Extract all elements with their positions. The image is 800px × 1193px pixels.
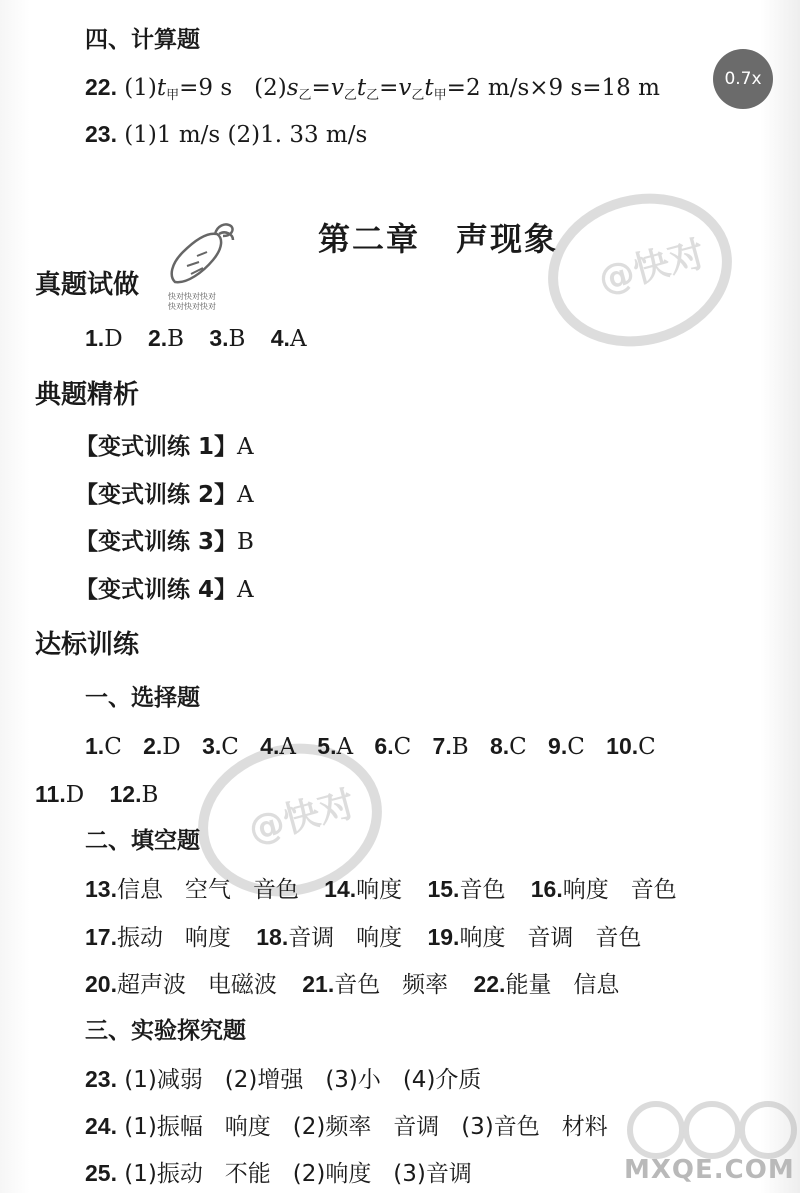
experiment-question-23 bbox=[85, 1064, 481, 1095]
answer-item bbox=[202, 734, 239, 760]
variable-t: t bbox=[156, 75, 167, 101]
question-number: 15. bbox=[427, 876, 460, 902]
answer-letter: A bbox=[336, 734, 354, 760]
logo-caption-line: 快对快对快对 bbox=[168, 302, 216, 311]
playback-speed-label: 0.7x bbox=[724, 69, 762, 89]
answer-letter: A bbox=[237, 482, 254, 508]
question-number: 13. bbox=[85, 876, 117, 902]
variable-v: v bbox=[330, 75, 344, 101]
answer-text: 超声波 电磁波 bbox=[116, 972, 277, 998]
question-number: 25. bbox=[85, 1160, 117, 1186]
chapter-name: 声现象 bbox=[456, 220, 559, 258]
question-number: 11. bbox=[35, 781, 66, 807]
choice-answers-row-1 bbox=[85, 731, 656, 762]
answer-item bbox=[427, 925, 641, 951]
logo-caption-line: 快对快对快对 bbox=[168, 292, 216, 301]
answer-item bbox=[548, 734, 585, 760]
logo-caption bbox=[168, 292, 216, 312]
answer-item bbox=[531, 877, 677, 903]
answer-item bbox=[256, 925, 402, 951]
question-number: 19. bbox=[427, 924, 460, 950]
answer-value: =2 m/s×9 s=18 m bbox=[446, 75, 660, 101]
answer-item bbox=[109, 782, 158, 808]
answer-item bbox=[85, 326, 123, 352]
section-heading-dianti: 典题精析 bbox=[35, 380, 140, 410]
answer-letter: B bbox=[228, 326, 246, 352]
answer-letter: D bbox=[162, 734, 181, 760]
question-number: 3. bbox=[202, 733, 222, 759]
question-number: 22. bbox=[473, 971, 506, 997]
carrot-logo-icon bbox=[165, 220, 239, 292]
answer-item bbox=[85, 925, 231, 951]
answer-item bbox=[209, 326, 245, 352]
fill-answers-row-2 bbox=[85, 922, 641, 953]
answer-letter: B bbox=[167, 326, 185, 352]
subscript: 乙 bbox=[298, 88, 312, 103]
answer-item bbox=[433, 734, 469, 760]
experiment-question-25 bbox=[85, 1158, 472, 1189]
variant-label: 【变式训练 3】 bbox=[75, 529, 238, 555]
answer-letter: A bbox=[237, 577, 254, 603]
question-number: 17. bbox=[85, 924, 117, 950]
question-number: 23. bbox=[85, 1066, 117, 1092]
question-number: 14. bbox=[324, 876, 357, 902]
answer-item bbox=[148, 326, 184, 352]
choice-answers-row-2 bbox=[35, 779, 158, 810]
answer-item bbox=[606, 734, 656, 760]
watermark-text: @快对 bbox=[244, 783, 360, 852]
answer-text: (1)减弱 (2)增强 (3)小 (4)介质 bbox=[124, 1067, 482, 1093]
variant-label: 【变式训练 4】 bbox=[75, 577, 238, 603]
site-logo-text: MXQE.COM bbox=[624, 1155, 795, 1185]
answer-value: =9 s bbox=[179, 75, 233, 101]
answer-letter: C bbox=[221, 734, 239, 760]
answer-item bbox=[317, 734, 353, 760]
question-number: 23. bbox=[85, 121, 117, 147]
answer-letter: D bbox=[65, 782, 85, 808]
answer-item bbox=[35, 782, 84, 808]
variant-training-4 bbox=[75, 575, 254, 605]
question-number: 1. bbox=[85, 733, 105, 759]
subscript: 乙 bbox=[343, 88, 357, 103]
variable-t: t bbox=[356, 75, 367, 101]
answer-text: (1)振幅 响度 (2)频率 音调 (3)音色 材料 bbox=[124, 1114, 608, 1140]
question-number: 12. bbox=[109, 781, 142, 807]
subscript: 甲 bbox=[166, 88, 180, 103]
section-heading-experiment: 三、实验探究题 bbox=[85, 1018, 246, 1044]
section-heading-choice: 一、选择题 bbox=[85, 685, 200, 711]
section-heading-zhenti: 真题试做 bbox=[35, 270, 140, 300]
answer-letter: C bbox=[638, 734, 656, 760]
question-number: 2. bbox=[147, 325, 168, 351]
answer-letter: A bbox=[237, 434, 254, 460]
question-23-answer bbox=[85, 119, 367, 150]
question-number: 7. bbox=[432, 733, 452, 759]
answer-item bbox=[85, 734, 122, 760]
answer-item bbox=[324, 877, 402, 903]
question-number: 21. bbox=[302, 971, 335, 997]
question-number: 22. bbox=[85, 74, 117, 100]
answer-letter: C bbox=[567, 734, 585, 760]
question-number: 3. bbox=[209, 325, 229, 351]
answer-letter: B bbox=[141, 782, 159, 808]
question-number: 16. bbox=[530, 876, 563, 902]
answer-text: 振动 响度 bbox=[116, 925, 231, 951]
answer-letter: C bbox=[393, 734, 412, 760]
question-number: 5. bbox=[317, 733, 337, 759]
variant-label: 【变式训练 1】 bbox=[75, 434, 238, 460]
answer-item bbox=[374, 734, 411, 760]
answer-letter: B bbox=[237, 529, 254, 555]
answer-value: (1)1 m/s (2)1. 33 m/s bbox=[124, 122, 368, 148]
answer-letter: D bbox=[104, 326, 123, 352]
watermark-text: @快对 bbox=[594, 233, 710, 302]
fill-answers-row-3 bbox=[85, 969, 619, 1000]
answer-text: 能量 信息 bbox=[505, 972, 620, 998]
answer-letter: C bbox=[104, 734, 122, 760]
question-number: 1. bbox=[85, 325, 105, 351]
question-number: 9. bbox=[548, 733, 568, 759]
variable-t: t bbox=[424, 75, 434, 101]
equals-sign: = bbox=[379, 75, 399, 101]
equals-sign: = bbox=[311, 75, 331, 101]
part-label: (1) bbox=[124, 75, 157, 101]
question-number: 18. bbox=[256, 924, 289, 950]
answer-text: 音色 bbox=[459, 877, 506, 903]
answer-item bbox=[85, 877, 299, 903]
answer-letter: C bbox=[509, 734, 527, 760]
section-heading-fill: 二、填空题 bbox=[85, 828, 200, 854]
watermark-stamp-top bbox=[540, 170, 740, 370]
variable-v: v bbox=[398, 75, 412, 101]
answer-text: 响度 bbox=[356, 877, 403, 903]
answer-item bbox=[302, 972, 448, 998]
subscript: 乙 bbox=[366, 88, 380, 103]
variant-training-3 bbox=[75, 527, 254, 557]
variant-label: 【变式训练 2】 bbox=[75, 482, 238, 508]
question-number: 20. bbox=[85, 971, 117, 997]
question-number: 4. bbox=[270, 325, 290, 351]
chapter-title bbox=[318, 214, 558, 260]
subscript: 甲 bbox=[433, 88, 447, 103]
question-number: 4. bbox=[260, 733, 280, 759]
variant-training-2 bbox=[75, 480, 254, 510]
zhenti-answers bbox=[85, 323, 307, 354]
answer-letter: A bbox=[289, 326, 307, 352]
question-number: 10. bbox=[606, 733, 639, 759]
question-number: 2. bbox=[143, 733, 163, 759]
fill-answers-row-1 bbox=[85, 874, 677, 905]
question-number: 8. bbox=[489, 733, 510, 759]
section-heading-calc: 四、计算题 bbox=[85, 27, 200, 53]
section-heading-dabiao: 达标训练 bbox=[35, 630, 140, 660]
experiment-question-24 bbox=[85, 1111, 608, 1142]
answer-text: 响度 音色 bbox=[562, 877, 677, 903]
answer-item bbox=[143, 734, 181, 760]
answer-item bbox=[271, 326, 307, 352]
answer-text: 音调 响度 bbox=[288, 925, 403, 951]
chapter-number: 第二章 bbox=[318, 220, 421, 258]
answer-text: 响度 音调 音色 bbox=[459, 925, 642, 951]
answer-item bbox=[473, 972, 619, 998]
playback-speed-button[interactable] bbox=[713, 49, 773, 109]
answer-item bbox=[427, 877, 505, 903]
answer-text: 音色 频率 bbox=[334, 972, 449, 998]
answer-text: (1)振动 不能 (2)响度 (3)音调 bbox=[124, 1161, 472, 1187]
variable-s: s bbox=[286, 75, 299, 101]
answer-item bbox=[85, 972, 277, 998]
variant-training-1 bbox=[75, 432, 254, 462]
answer-letter: B bbox=[451, 734, 469, 760]
answer-item bbox=[260, 734, 296, 760]
answer-letter: A bbox=[279, 734, 296, 760]
answer-text: 信息 空气 音色 bbox=[116, 877, 299, 903]
question-22-answer bbox=[85, 72, 660, 111]
question-number: 24. bbox=[85, 1113, 117, 1139]
part-label: (2) bbox=[254, 75, 287, 101]
subscript: 乙 bbox=[411, 88, 425, 103]
question-number: 6. bbox=[374, 733, 394, 759]
answer-item bbox=[490, 734, 527, 760]
